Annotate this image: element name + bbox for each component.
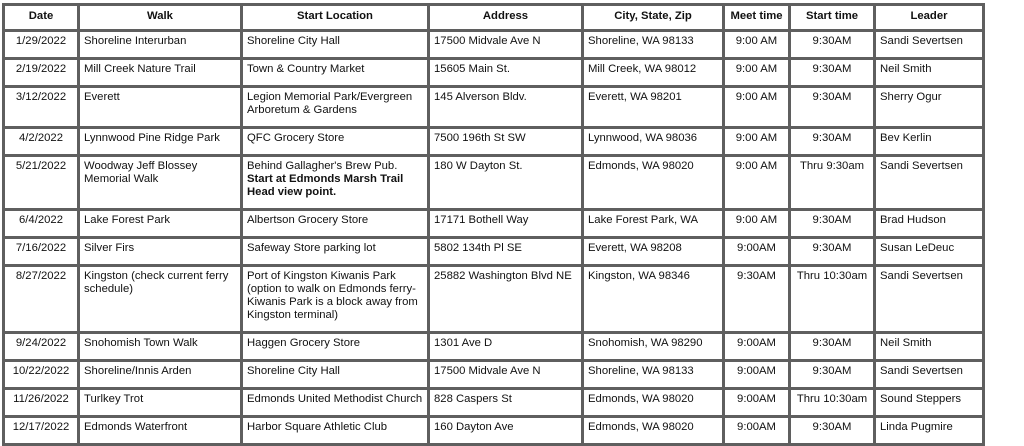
cell-address bbox=[430, 418, 581, 443]
cell-walk-text: Shoreline/Innis Arden bbox=[84, 365, 192, 377]
cell-start-time bbox=[791, 129, 873, 154]
cell-leader-text: Sound Steppers bbox=[880, 393, 962, 405]
cell-start-location-text: Edmonds United Methodist Church bbox=[247, 393, 423, 405]
header-meet-time: Meet time bbox=[725, 6, 788, 29]
cell-address-text: 15605 Main St. bbox=[434, 63, 510, 75]
cell-start-time bbox=[791, 157, 873, 208]
cell-meet-time bbox=[725, 334, 788, 359]
cell-start-location bbox=[243, 129, 427, 154]
cell-leader bbox=[876, 334, 982, 359]
cell-meet-time bbox=[725, 390, 788, 415]
cell-start-location-text: Harbor Square Athletic Club bbox=[247, 421, 388, 433]
cell-date bbox=[5, 239, 77, 264]
cell-meet-time bbox=[725, 129, 788, 154]
cell-walk bbox=[80, 88, 240, 126]
cell-date bbox=[5, 390, 77, 415]
cell-city-state-zip bbox=[584, 362, 722, 387]
cell-leader-text: Sandi Severtsen bbox=[880, 365, 963, 377]
cell-start-time bbox=[791, 362, 873, 387]
cell-city-state-zip bbox=[584, 129, 722, 154]
cell-start-location bbox=[243, 239, 427, 264]
cell-leader bbox=[876, 211, 982, 236]
cell-address bbox=[430, 239, 581, 264]
cell-city-state-zip bbox=[584, 418, 722, 443]
cell-address-text: 7500 196th St SW bbox=[434, 132, 526, 144]
cell-start-time bbox=[791, 267, 873, 331]
cell-start-location bbox=[243, 211, 427, 236]
cell-walk bbox=[80, 32, 240, 57]
cell-meet-time bbox=[725, 362, 788, 387]
cell-city-state-zip-text: Kingston, WA 98346 bbox=[588, 270, 690, 282]
cell-leader-text: Brad Hudson bbox=[880, 214, 946, 226]
header-walk: Walk bbox=[80, 6, 240, 29]
table-row bbox=[5, 239, 982, 264]
table-row bbox=[5, 32, 982, 57]
cell-leader-text: Sandi Severtsen bbox=[880, 35, 963, 47]
cell-leader-text: Linda Pugmire bbox=[880, 421, 953, 433]
cell-start-location-text: Shoreline City Hall bbox=[247, 35, 340, 47]
cell-start-location bbox=[243, 334, 427, 359]
cell-address-text: 17500 Midvale Ave N bbox=[434, 35, 541, 47]
table-row bbox=[5, 129, 982, 154]
cell-leader bbox=[876, 60, 982, 85]
cell-address bbox=[430, 88, 581, 126]
cell-city-state-zip bbox=[584, 211, 722, 236]
cell-city-state-zip-text: Edmonds, WA 98020 bbox=[588, 421, 694, 433]
cell-meet-time-text: 9:00 AM bbox=[735, 91, 778, 103]
cell-walk-text: Snohomish Town Walk bbox=[84, 337, 198, 349]
cell-start-time-text: 9:30AM bbox=[812, 421, 852, 433]
cell-start-location-text: Shoreline City Hall bbox=[247, 365, 340, 377]
cell-date-text: 8/27/2022 bbox=[15, 270, 67, 282]
cell-start-location-text: Haggen Grocery Store bbox=[247, 337, 361, 349]
start-location-note: Start at Edmonds Marsh Trail Head view point. bbox=[247, 173, 404, 198]
cell-date-text: 3/12/2022 bbox=[15, 91, 67, 103]
cell-meet-time-text: 9:00AM bbox=[737, 393, 776, 405]
cell-city-state-zip-text: Lynnwood, WA 98036 bbox=[588, 132, 698, 144]
cell-city-state-zip-text: Edmonds, WA 98020 bbox=[588, 160, 694, 172]
cell-meet-time-text: 9:00AM bbox=[737, 421, 776, 433]
cell-walk-text: Woodway Jeff Blossey Memorial Walk bbox=[84, 160, 198, 185]
cell-city-state-zip bbox=[584, 239, 722, 264]
header-address: Address bbox=[430, 6, 581, 29]
cell-address-text: 17500 Midvale Ave N bbox=[434, 365, 541, 377]
cell-start-location-text: Albertson Grocery Store bbox=[247, 214, 369, 226]
cell-leader bbox=[876, 157, 982, 208]
cell-date bbox=[5, 362, 77, 387]
cell-start-time bbox=[791, 418, 873, 443]
cell-walk bbox=[80, 211, 240, 236]
cell-meet-time bbox=[725, 157, 788, 208]
cell-address bbox=[430, 267, 581, 331]
cell-walk-text: Lynnwood Pine Ridge Park bbox=[84, 132, 220, 144]
cell-start-time-text: 9:30AM bbox=[812, 132, 852, 144]
cell-address bbox=[430, 334, 581, 359]
cell-city-state-zip-text: Everett, WA 98201 bbox=[588, 91, 682, 103]
cell-start-time bbox=[791, 211, 873, 236]
cell-meet-time-text: 9:00 AM bbox=[735, 214, 778, 226]
cell-walk bbox=[80, 129, 240, 154]
cell-city-state-zip bbox=[584, 88, 722, 126]
cell-meet-time-text: 9:30AM bbox=[737, 270, 776, 282]
cell-start-location bbox=[243, 88, 427, 126]
cell-walk-text: Edmonds Waterfront bbox=[84, 421, 188, 433]
cell-date-text: 9/24/2022 bbox=[15, 337, 67, 349]
cell-start-time-text: 9:30AM bbox=[812, 63, 852, 75]
cell-leader bbox=[876, 239, 982, 264]
cell-city-state-zip bbox=[584, 157, 722, 208]
cell-city-state-zip bbox=[584, 60, 722, 85]
table-row bbox=[5, 88, 982, 126]
cell-date bbox=[5, 60, 77, 85]
cell-walk-text: Silver Firs bbox=[84, 242, 135, 254]
cell-leader-text: Neil Smith bbox=[880, 337, 932, 349]
header-start-time: Start time bbox=[791, 6, 873, 29]
table-row bbox=[5, 267, 982, 331]
cell-start-location-text: Safeway Store parking lot bbox=[247, 242, 376, 254]
cell-city-state-zip-text: Edmonds, WA 98020 bbox=[588, 393, 694, 405]
cell-leader bbox=[876, 390, 982, 415]
cell-walk bbox=[80, 390, 240, 415]
cell-meet-time bbox=[725, 60, 788, 85]
cell-meet-time-text: 9:00 AM bbox=[735, 35, 778, 47]
cell-walk bbox=[80, 60, 240, 85]
cell-city-state-zip-text: Shoreline, WA 98133 bbox=[588, 365, 694, 377]
cell-walk bbox=[80, 267, 240, 331]
cell-address bbox=[430, 157, 581, 208]
cell-city-state-zip bbox=[584, 334, 722, 359]
cell-leader-text: Sandi Severtsen bbox=[880, 270, 963, 282]
cell-date-text: 12/17/2022 bbox=[12, 421, 70, 433]
cell-date-text: 6/4/2022 bbox=[19, 214, 63, 226]
cell-walk bbox=[80, 334, 240, 359]
cell-walk-text: Kingston (check current ferry schedule) bbox=[84, 270, 229, 295]
cell-start-location-text: Port of Kingston Kiwanis Park (option to walk on Edmonds ferry-Kiwanis Park is a block away from Kingston terminal) bbox=[247, 270, 418, 321]
cell-meet-time-text: 9:00AM bbox=[737, 365, 776, 377]
cell-start-location bbox=[243, 32, 427, 57]
cell-city-state-zip-text: Mill Creek, WA 98012 bbox=[588, 63, 697, 75]
cell-start-time bbox=[791, 32, 873, 57]
cell-address-text: 145 Alverson Bldv. bbox=[434, 91, 527, 103]
cell-start-location bbox=[243, 157, 427, 208]
cell-city-state-zip-text: Lake Forest Park, WA bbox=[588, 214, 699, 226]
cell-date bbox=[5, 32, 77, 57]
cell-leader bbox=[876, 129, 982, 154]
header-leader: Leader bbox=[876, 6, 982, 29]
cell-city-state-zip bbox=[584, 390, 722, 415]
cell-start-time-text: 9:30AM bbox=[812, 214, 852, 226]
cell-start-time bbox=[791, 88, 873, 126]
cell-address-text: 25882 Washington Blvd NE bbox=[434, 270, 572, 282]
cell-start-time bbox=[791, 60, 873, 85]
cell-leader bbox=[876, 362, 982, 387]
cell-meet-time bbox=[725, 239, 788, 264]
table-row bbox=[5, 390, 982, 415]
cell-start-time-text: 9:30AM bbox=[812, 242, 852, 254]
cell-start-time-text: Thru 10:30am bbox=[796, 270, 868, 282]
cell-date-text: 7/16/2022 bbox=[15, 242, 67, 254]
cell-meet-time-text: 9:00AM bbox=[737, 337, 776, 349]
cell-date bbox=[5, 129, 77, 154]
cell-address-text: 180 W Dayton St. bbox=[434, 160, 523, 172]
cell-start-time-text: 9:30AM bbox=[812, 91, 852, 103]
cell-meet-time bbox=[725, 418, 788, 443]
cell-date-text: 1/29/2022 bbox=[15, 35, 67, 47]
cell-date-text: 4/2/2022 bbox=[19, 132, 63, 144]
cell-start-time bbox=[791, 390, 873, 415]
cell-leader-text: Sandi Severtsen bbox=[880, 160, 963, 172]
cell-address bbox=[430, 60, 581, 85]
cell-date-text: 5/21/2022 bbox=[15, 160, 67, 172]
cell-walk bbox=[80, 157, 240, 208]
cell-start-time-text: 9:30AM bbox=[812, 35, 852, 47]
cell-leader-text: Bev Kerlin bbox=[880, 132, 932, 144]
cell-date bbox=[5, 267, 77, 331]
cell-meet-time bbox=[725, 211, 788, 236]
cell-meet-time-text: 9:00AM bbox=[737, 242, 776, 254]
cell-leader bbox=[876, 32, 982, 57]
table-row bbox=[5, 334, 982, 359]
cell-walk-text: Turlkey Trot bbox=[84, 393, 144, 405]
cell-meet-time-text: 9:00 AM bbox=[735, 132, 778, 144]
cell-date bbox=[5, 211, 77, 236]
cell-start-time-text: Thru 10:30am bbox=[796, 393, 868, 405]
cell-start-location-text: Behind Gallagher's Brew Pub. bbox=[247, 160, 398, 172]
cell-address-text: 160 Dayton Ave bbox=[434, 421, 514, 433]
cell-date-text: 2/19/2022 bbox=[15, 63, 67, 75]
table-row bbox=[5, 157, 982, 208]
cell-meet-time-text: 9:00 AM bbox=[735, 160, 778, 172]
cell-start-location-text: Legion Memorial Park/Evergreen Arboretum & Gardens bbox=[247, 91, 413, 116]
cell-start-time bbox=[791, 334, 873, 359]
cell-start-location bbox=[243, 418, 427, 443]
cell-address-text: 5802 134th Pl SE bbox=[434, 242, 522, 254]
cell-city-state-zip-text: Shoreline, WA 98133 bbox=[588, 35, 694, 47]
cell-meet-time bbox=[725, 32, 788, 57]
cell-address-text: 1301 Ave D bbox=[434, 337, 493, 349]
cell-date bbox=[5, 88, 77, 126]
cell-walk-text: Lake Forest Park bbox=[84, 214, 171, 226]
cell-walk-text: Shoreline Interurban bbox=[84, 35, 187, 47]
header-start-location: Start Location bbox=[243, 6, 427, 29]
cell-address-text: 17171 Bothell Way bbox=[434, 214, 529, 226]
table-row bbox=[5, 362, 982, 387]
cell-walk bbox=[80, 362, 240, 387]
cell-address bbox=[430, 211, 581, 236]
cell-city-state-zip bbox=[584, 32, 722, 57]
cell-address bbox=[430, 390, 581, 415]
cell-leader-text: Neil Smith bbox=[880, 63, 932, 75]
cell-address-text: 828 Caspers St bbox=[434, 393, 512, 405]
cell-start-location-text: QFC Grocery Store bbox=[247, 132, 345, 144]
cell-meet-time bbox=[725, 88, 788, 126]
table-row bbox=[5, 418, 982, 443]
cell-meet-time-text: 9:00 AM bbox=[735, 63, 778, 75]
header-row bbox=[5, 6, 982, 29]
cell-walk-text: Everett bbox=[84, 91, 120, 103]
header-city-state-zip: City, State, Zip bbox=[584, 6, 722, 29]
cell-start-time-text: Thru 9:30am bbox=[799, 160, 865, 172]
cell-leader-text: Susan LeDeuc bbox=[880, 242, 955, 254]
cell-start-location bbox=[243, 390, 427, 415]
cell-start-time-text: 9:30AM bbox=[812, 365, 852, 377]
cell-leader bbox=[876, 418, 982, 443]
cell-leader bbox=[876, 267, 982, 331]
cell-address bbox=[430, 32, 581, 57]
cell-start-location-text: Town & Country Market bbox=[247, 63, 365, 75]
cell-address bbox=[430, 362, 581, 387]
cell-start-location bbox=[243, 267, 427, 331]
cell-date bbox=[5, 418, 77, 443]
cell-meet-time bbox=[725, 267, 788, 331]
cell-city-state-zip-text: Everett, WA 98208 bbox=[588, 242, 682, 254]
cell-walk bbox=[80, 418, 240, 443]
table-row bbox=[5, 60, 982, 85]
cell-start-location bbox=[243, 362, 427, 387]
cell-start-time bbox=[791, 239, 873, 264]
cell-walk-text: Mill Creek Nature Trail bbox=[84, 63, 196, 75]
cell-date-text: 10/22/2022 bbox=[12, 365, 70, 377]
cell-city-state-zip bbox=[584, 267, 722, 331]
walk-schedule-table bbox=[2, 3, 985, 446]
cell-date bbox=[5, 334, 77, 359]
cell-city-state-zip-text: Snohomish, WA 98290 bbox=[588, 337, 703, 349]
cell-start-location bbox=[243, 60, 427, 85]
cell-address bbox=[430, 129, 581, 154]
cell-leader bbox=[876, 88, 982, 126]
table-row bbox=[5, 211, 982, 236]
cell-start-time-text: 9:30AM bbox=[812, 337, 852, 349]
header-date: Date bbox=[5, 6, 77, 29]
cell-walk bbox=[80, 239, 240, 264]
cell-date bbox=[5, 157, 77, 208]
cell-leader-text: Sherry Ogur bbox=[880, 91, 942, 103]
cell-date-text: 11/26/2022 bbox=[13, 393, 69, 405]
